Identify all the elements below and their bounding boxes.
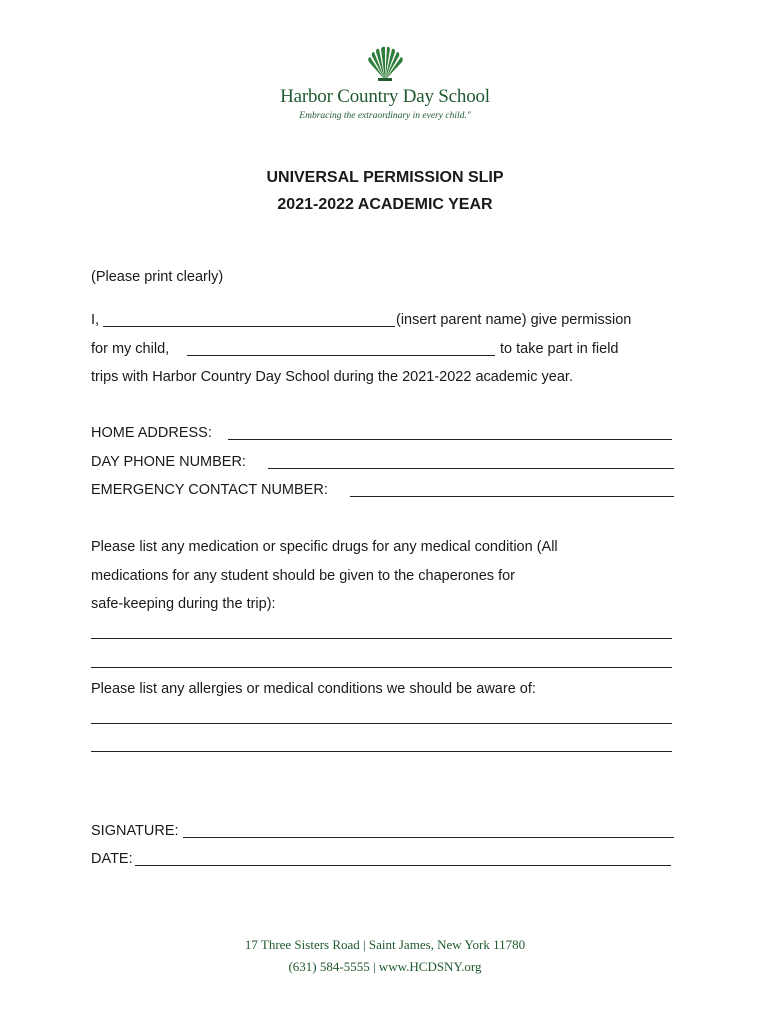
child-name-field[interactable] xyxy=(187,355,495,356)
day-phone-label: DAY PHONE NUMBER: xyxy=(91,454,246,470)
emergency-contact-field[interactable] xyxy=(350,496,674,497)
academic-year-title: 2021-2022 ACADEMIC YEAR xyxy=(277,196,493,213)
medication-field-1[interactable] xyxy=(91,638,672,639)
allergies-field-2[interactable] xyxy=(91,751,672,752)
parent-name-field[interactable] xyxy=(103,326,395,327)
school-tagline: Embracing the extraordinary in every child." xyxy=(299,111,471,121)
parent-suffix: (insert parent name) give permission xyxy=(396,312,632,328)
medication-field-2[interactable] xyxy=(91,667,672,668)
home-address-field[interactable] xyxy=(228,439,672,440)
school-logo xyxy=(0,46,770,121)
child-suffix: to take part in field xyxy=(500,341,619,357)
emergency-contact-label: EMERGENCY CONTACT NUMBER: xyxy=(91,482,328,498)
print-instruction: (Please print clearly) xyxy=(91,269,224,285)
allergies-label: Please list any allergies or medical conditions we should be aware of: xyxy=(91,681,536,697)
child-prefix: for my child, xyxy=(91,341,170,357)
date-label: DATE: xyxy=(91,851,133,867)
day-phone-field[interactable] xyxy=(268,468,674,469)
shell-logo-icon xyxy=(363,46,407,82)
date-field[interactable] xyxy=(135,865,671,866)
medication-text-2: medications for any student should be given to the chaperones for xyxy=(91,568,515,584)
allergies-field-1[interactable] xyxy=(91,723,672,724)
home-address-label: HOME ADDRESS: xyxy=(91,425,212,441)
signature-label: SIGNATURE: xyxy=(91,823,179,839)
school-name: Harbor Country Day School xyxy=(280,86,490,107)
parent-prefix: I, xyxy=(91,312,100,328)
document-title: UNIVERSAL PERMISSION SLIP xyxy=(266,169,504,186)
signature-field[interactable] xyxy=(183,837,674,838)
medication-text-1: Please list any medication or specific drugs for any medical condition (All xyxy=(91,539,558,555)
medication-text-3: safe-keeping during the trip): xyxy=(91,596,276,612)
footer-contact: (631) 584-5555 | www.HCDSNY.org xyxy=(288,959,482,974)
trip-sentence: trips with Harbor Country Day School during the 2021-2022 academic year. xyxy=(91,369,573,385)
footer-address: 17 Three Sisters Road | Saint James, New York 11780 xyxy=(244,937,526,952)
